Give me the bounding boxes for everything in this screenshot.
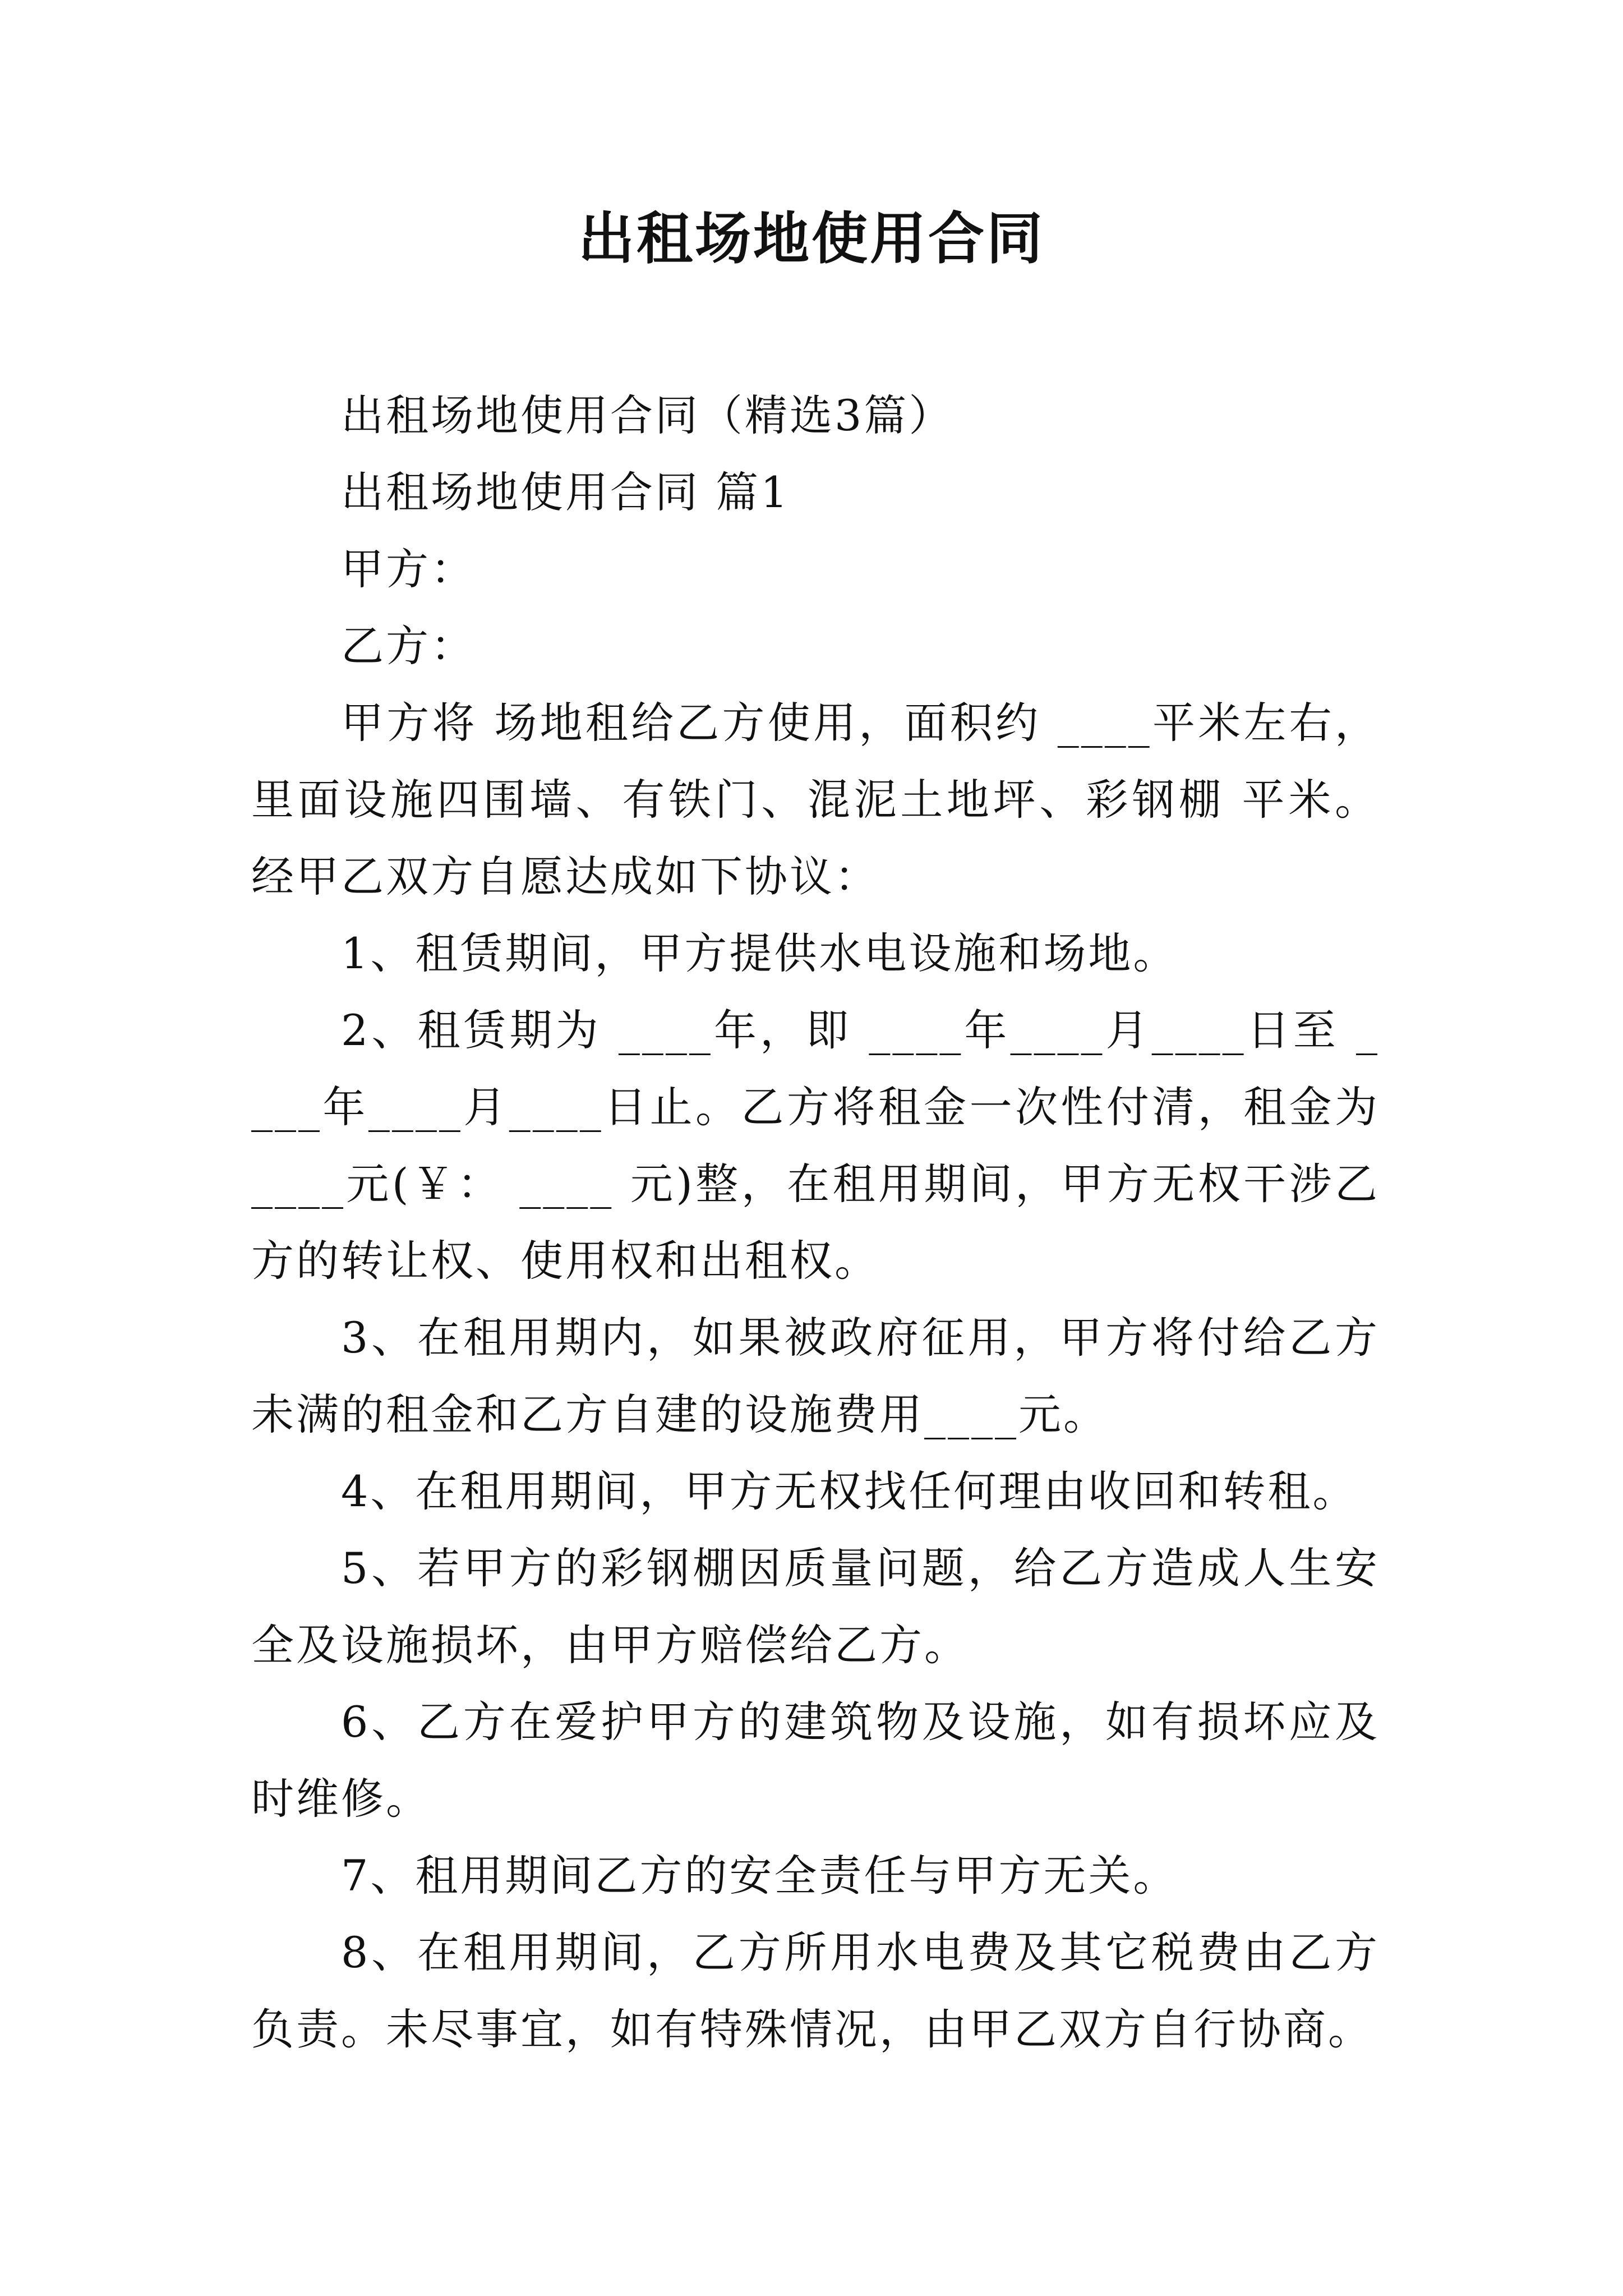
clause-4: 4、在租用期间，甲方无权找任何理由收回和转租。: [341, 1466, 1358, 1516]
clause-1: 1、租赁期间，甲方提供水电设施和场地。: [341, 928, 1178, 978]
paragraph-preamble: 甲方将 场地租给乙方使用，面积约 ____平米左右，里面设施四围墙、有铁门、混泥土地坪、彩钢棚 平米。经甲乙双方自愿达成如下协议：: [251, 698, 1380, 901]
paragraph-party-b: 乙方：: [341, 621, 476, 671]
clause-2: 2、租赁期为 ____年，即 ____年____月____日至 ____年____月____日止。乙方将租金一次性付清，租金为____元(￥： ____ 元)整，在租用期间，甲方无权干涉乙方的转让权、使用权和出租权。: [251, 1005, 1380, 1286]
paragraph-section-heading: 出租场地使用合同 篇1: [341, 467, 790, 517]
paragraph-party-a: 甲方：: [341, 544, 476, 594]
clause-5: 5、若甲方的彩钢棚因质量问题，给乙方造成人生安全及设施损坏，由甲方赔偿给乙方。: [251, 1543, 1380, 1670]
document-title: 出租场地使用合同: [578, 205, 1045, 272]
clause-7: 7、租用期间乙方的安全责任与甲方无关。: [341, 1851, 1178, 1901]
paragraph-subtitle: 出租场地使用合同（精选3篇）: [341, 390, 954, 440]
clause-8: 8、在租用期间，乙方所用水电费及其它税费由乙方负责。未尽事宜，如有特殊情况，由甲乙双方自行协商。: [251, 1927, 1380, 2054]
clause-6: 6、乙方在爱护甲方的建筑物及设施，如有损坏应及时维修。: [251, 1697, 1380, 1824]
document-body: [251, 377, 1380, 2068]
clause-3: 3、在租用期内，如果被政府征用，甲方将付给乙方未满的租金和乙方自建的设施费用____元。: [251, 1313, 1380, 1439]
